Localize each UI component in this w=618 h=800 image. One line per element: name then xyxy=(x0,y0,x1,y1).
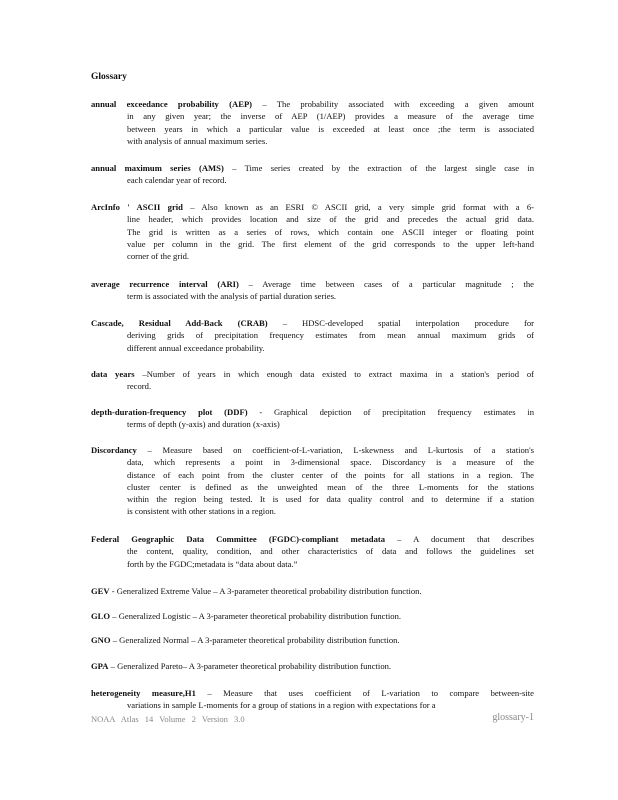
glossary-definition: – Generalized Pareto– A 3-parameter theoretical probability distribution function. xyxy=(108,661,392,671)
glossary-term: annual exceedance probability (AEP) xyxy=(91,99,253,109)
glossary-term: average recurrence interval (ARI) xyxy=(91,279,239,289)
glossary-definition: – Time series created by the extraction of the largest single case in xyxy=(223,163,535,173)
glossary-entry xyxy=(91,368,534,393)
glossary-term: heterogeneity measure,H1 xyxy=(91,688,196,698)
glossary-term: annual maximum series (AMS) xyxy=(91,163,224,173)
glossary-entry xyxy=(91,201,534,262)
glossary-term: GPA xyxy=(91,661,109,671)
glossary-term: data years xyxy=(91,369,135,379)
glossary-entry xyxy=(91,444,534,518)
entry-first-line xyxy=(91,201,534,213)
definition-line: value per column in the grid. The first element of the grid corresponds to the upper left-hand xyxy=(127,238,534,249)
footer-page-number: glossary-1 xyxy=(492,712,534,723)
glossary-term: GEV xyxy=(91,586,110,596)
definition-line: line header, which provides location and size of the grid and precedes the actual grid data. xyxy=(127,214,534,225)
definition-line: terms of depth (y-axis) and duration (x-axis) xyxy=(127,419,280,430)
glossary-entry xyxy=(91,317,534,354)
entry-first-line xyxy=(91,278,534,290)
entry-first-line xyxy=(91,660,534,672)
page-title: Glossary xyxy=(91,72,127,82)
entry-first-line xyxy=(91,687,534,699)
definition-line: corner of the grid. xyxy=(127,251,190,262)
entry-first-line xyxy=(91,444,534,456)
glossary-entry xyxy=(91,162,534,187)
glossary-term: GLO xyxy=(91,611,111,621)
definition-line: The grid is written as a series of rows, which contain one ASCII integer or floating point xyxy=(127,226,534,237)
definition-line: the content, quality, condition, and other characteristics of data and follows the guidelines set xyxy=(127,546,534,557)
entry-first-line xyxy=(91,317,534,329)
glossary-definition: – Measure that uses coefficient of L-variation to compare between-site xyxy=(195,688,534,698)
definition-line: different annual exceedance probability. xyxy=(127,342,265,353)
glossary-term: Federal Geographic Data Committee (FGDC)-compliant metadata xyxy=(91,534,386,544)
glossary-entry xyxy=(91,687,534,712)
definition-line: data, which represents a point in 3-dimensional space. Discordancy is a measure of the xyxy=(127,457,534,468)
glossary-term: depth-duration-frequency plot (DDF) xyxy=(91,407,248,417)
glossary-definition: – Also known as an ESRI © ASCII grid, a very simple grid format with a 6- xyxy=(182,202,534,212)
glossary-entry xyxy=(91,585,534,597)
definition-line: distance of each point from the cluster center of the points for all stations in a region. The xyxy=(127,469,534,480)
definition-line: with analysis of annual maximum series. xyxy=(127,135,268,146)
footer-source: NOAA Atlas 14 Volume 2 Version 3.0 xyxy=(91,714,245,724)
glossary-definition: – Average time between cases of a particular magnitude ; the xyxy=(238,279,534,289)
definition-line: between years in which a particular value is exceeded at least once ;the term is associated xyxy=(127,123,534,134)
glossary-definition: – Measure based on coefficient-of-L-variation, L-skewness and L-kurtosis of a station's xyxy=(136,445,534,455)
glossary-definition: – Generalized Normal – A 3-parameter theoretical probability distribution function. xyxy=(110,635,400,645)
definition-line: forth by the FGDC;metadata is “data about data.” xyxy=(127,558,298,569)
glossary-term: GNO xyxy=(91,635,111,645)
glossary-definition: – Generalized Logistic – A 3-parameter theoretical probability distribution function. xyxy=(110,611,402,621)
entry-first-line xyxy=(91,585,534,597)
definition-line: within the region being tested. It is used for data quality control and to determine if a station xyxy=(127,494,534,505)
entry-first-line xyxy=(91,162,534,174)
entry-first-line xyxy=(91,98,534,110)
definition-line: record. xyxy=(127,381,152,392)
glossary-definition: – The probability associated with exceeding a given amount xyxy=(252,99,534,109)
entry-first-line xyxy=(91,634,534,646)
definition-line: in any given year; the inverse of AEP (1/AEP) provides a measure of the average time xyxy=(127,111,534,122)
glossary-entry xyxy=(91,406,534,431)
definition-line: term is associated with the analysis of partial duration series. xyxy=(127,291,337,302)
entry-first-line xyxy=(91,406,534,418)
definition-line: each calendar year of record. xyxy=(127,175,227,186)
definition-line: cluster center is defined as the unweighted mean of the three L-moments for the stations xyxy=(127,481,534,492)
glossary-term: Discordancy xyxy=(91,445,137,455)
definition-line: variations in sample L-moments for a group of stations in a region with expectations for a xyxy=(127,700,436,711)
entry-first-line xyxy=(91,610,534,622)
glossary-definition: –Number of years in which enough data existed to extract maxima in a station's period of xyxy=(134,369,534,379)
entry-first-line xyxy=(91,368,534,380)
glossary-entry xyxy=(91,278,534,303)
entry-first-line xyxy=(91,533,534,545)
glossary-definition: - Graphical depiction of precipitation frequency estimates in xyxy=(247,407,535,417)
glossary-entry xyxy=(91,610,534,622)
glossary-definition: – A document that describes xyxy=(385,534,534,544)
glossary-entry xyxy=(91,98,534,147)
glossary-term: Cascade, Residual Add-Back (CRAB) xyxy=(91,318,268,328)
definition-line: deriving grids of precipitation frequency estimates from mean annual maximum grids of xyxy=(127,330,534,341)
glossary-term: ArcInfo ' ASCII grid xyxy=(91,202,183,212)
glossary-definition: - Generalized Extreme Value – A 3-parameter theoretical probability distribution function. xyxy=(109,586,422,596)
glossary-entry xyxy=(91,533,534,570)
definition-line: is consistent with other stations in a region. xyxy=(127,506,276,517)
glossary-entry xyxy=(91,634,534,646)
glossary-definition: – HDSC-developed spatial interpolation procedure for xyxy=(267,318,534,328)
glossary-entry xyxy=(91,660,534,672)
